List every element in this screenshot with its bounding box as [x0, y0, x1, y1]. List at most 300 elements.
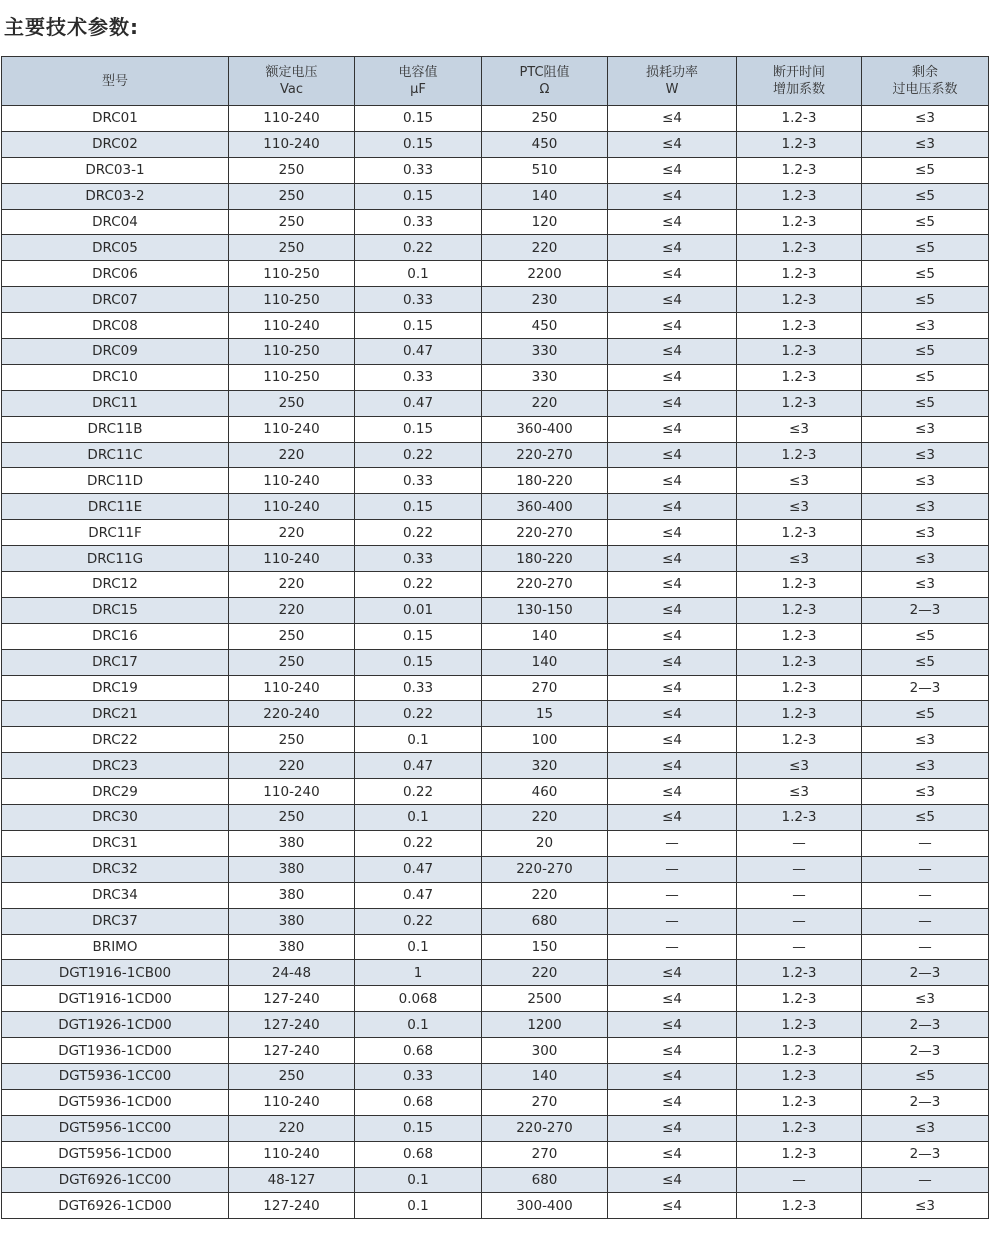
cell-break-time-factor: 1.2-3: [737, 1063, 862, 1089]
cell-residual-overvoltage-factor: ≤5: [862, 623, 989, 649]
cell-capacitance: 0.22: [355, 235, 482, 261]
cell-break-time-factor: 1.2-3: [737, 1038, 862, 1064]
cell-rated-voltage: 110-250: [229, 339, 355, 365]
cell-ptc-resistance: 2500: [482, 986, 608, 1012]
cell-rated-voltage: 110-240: [229, 468, 355, 494]
cell-ptc-resistance: 180-220: [482, 546, 608, 572]
cell-model: DRC11C: [2, 442, 229, 468]
cell-power-loss: ≤4: [608, 701, 737, 727]
cell-break-time-factor: —: [737, 882, 862, 908]
cell-ptc-resistance: 20: [482, 830, 608, 856]
cell-power-loss: ≤4: [608, 442, 737, 468]
cell-ptc-resistance: 510: [482, 157, 608, 183]
cell-break-time-factor: 1.2-3: [737, 1193, 862, 1219]
header-power-loss-line: 损耗功率: [645, 65, 698, 80]
cell-residual-overvoltage-factor: —: [862, 882, 989, 908]
cell-capacitance: 0.22: [355, 701, 482, 727]
cell-power-loss: ≤4: [608, 572, 737, 598]
cell-break-time-factor: 1.2-3: [737, 390, 862, 416]
cell-rated-voltage: 127-240: [229, 986, 355, 1012]
cell-model: DGT1916-1CD00: [2, 986, 229, 1012]
table-row: [2, 364, 989, 390]
cell-power-loss: ≤4: [608, 805, 737, 831]
cell-rated-voltage: 250: [229, 727, 355, 753]
cell-ptc-resistance: 140: [482, 1063, 608, 1089]
cell-break-time-factor: 1.2-3: [737, 287, 862, 313]
cell-model: DRC03-1: [2, 157, 229, 183]
table-row: [2, 261, 989, 287]
cell-rated-voltage: 380: [229, 908, 355, 934]
cell-model: DGT5956-1CD00: [2, 1141, 229, 1167]
cell-rated-voltage: 110-240: [229, 416, 355, 442]
cell-residual-overvoltage-factor: —: [862, 856, 989, 882]
cell-rated-voltage: 110-240: [229, 1141, 355, 1167]
cell-rated-voltage: 220: [229, 597, 355, 623]
table-row: [2, 468, 989, 494]
cell-residual-overvoltage-factor: ≤3: [862, 1115, 989, 1141]
header-residual-overvoltage-factor-line: 剩余: [911, 65, 938, 80]
cell-model: DRC11B: [2, 416, 229, 442]
cell-rated-voltage: 250: [229, 183, 355, 209]
cell-residual-overvoltage-factor: —: [862, 908, 989, 934]
cell-residual-overvoltage-factor: ≤3: [862, 468, 989, 494]
cell-capacitance: 0.47: [355, 882, 482, 908]
cell-model: DRC04: [2, 209, 229, 235]
table-row: [2, 830, 989, 856]
cell-ptc-resistance: 220: [482, 805, 608, 831]
cell-residual-overvoltage-factor: ≤5: [862, 339, 989, 365]
cell-ptc-resistance: 130-150: [482, 597, 608, 623]
cell-rated-voltage: 110-240: [229, 546, 355, 572]
cell-capacitance: 0.15: [355, 416, 482, 442]
table-row: [2, 753, 989, 779]
cell-model: DRC31: [2, 830, 229, 856]
cell-ptc-resistance: 220-270: [482, 856, 608, 882]
cell-capacitance: 0.22: [355, 520, 482, 546]
cell-model: DRC11: [2, 390, 229, 416]
table-row: [2, 157, 989, 183]
cell-residual-overvoltage-factor: ≤3: [862, 546, 989, 572]
cell-residual-overvoltage-factor: ≤5: [862, 183, 989, 209]
cell-power-loss: ≤4: [608, 287, 737, 313]
cell-ptc-resistance: 140: [482, 649, 608, 675]
cell-power-loss: ≤4: [608, 131, 737, 157]
cell-residual-overvoltage-factor: —: [862, 1167, 989, 1193]
cell-rated-voltage: 250: [229, 1063, 355, 1089]
cell-break-time-factor: ≤3: [737, 494, 862, 520]
cell-capacitance: 0.22: [355, 779, 482, 805]
cell-capacitance: 0.47: [355, 339, 482, 365]
cell-ptc-resistance: 450: [482, 313, 608, 339]
table-row: [2, 209, 989, 235]
cell-power-loss: ≤4: [608, 183, 737, 209]
cell-break-time-factor: 1.2-3: [737, 106, 862, 132]
header-rated-voltage-line: Vac: [280, 82, 303, 97]
cell-power-loss: ≤4: [608, 1063, 737, 1089]
cell-ptc-resistance: 120: [482, 209, 608, 235]
header-residual-overvoltage-factor-line: 过电压系数: [892, 82, 958, 97]
cell-break-time-factor: ≤3: [737, 779, 862, 805]
spec-table-body: [2, 106, 989, 1219]
cell-break-time-factor: 1.2-3: [737, 209, 862, 235]
cell-capacitance: 0.068: [355, 986, 482, 1012]
cell-rated-voltage: 110-250: [229, 287, 355, 313]
cell-residual-overvoltage-factor: ≤5: [862, 209, 989, 235]
cell-model: DRC02: [2, 131, 229, 157]
cell-capacitance: 0.15: [355, 623, 482, 649]
cell-break-time-factor: 1.2-3: [737, 1012, 862, 1038]
header-break-time-factor: [737, 57, 862, 106]
header-rated-voltage: [229, 57, 355, 106]
cell-break-time-factor: —: [737, 908, 862, 934]
cell-power-loss: —: [608, 856, 737, 882]
cell-ptc-resistance: 270: [482, 675, 608, 701]
cell-capacitance: 0.33: [355, 157, 482, 183]
cell-rated-voltage: 110-240: [229, 779, 355, 805]
cell-power-loss: ≤4: [608, 1038, 737, 1064]
cell-break-time-factor: 1.2-3: [737, 1089, 862, 1115]
cell-rated-voltage: 24-48: [229, 960, 355, 986]
header-row: [2, 57, 989, 106]
cell-rated-voltage: 250: [229, 805, 355, 831]
cell-model: DRC10: [2, 364, 229, 390]
cell-rated-voltage: 110-240: [229, 675, 355, 701]
cell-residual-overvoltage-factor: ≤5: [862, 1063, 989, 1089]
table-row: [2, 1012, 989, 1038]
cell-residual-overvoltage-factor: 2—3: [862, 1089, 989, 1115]
cell-ptc-resistance: 250: [482, 106, 608, 132]
cell-rated-voltage: 220: [229, 442, 355, 468]
cell-ptc-resistance: 2200: [482, 261, 608, 287]
cell-break-time-factor: ≤3: [737, 753, 862, 779]
cell-ptc-resistance: 270: [482, 1141, 608, 1167]
cell-ptc-resistance: 180-220: [482, 468, 608, 494]
header-ptc-resistance: [482, 57, 608, 106]
header-ptc-resistance-line: PTC阻值: [519, 65, 570, 80]
cell-power-loss: —: [608, 934, 737, 960]
cell-capacitance: 0.15: [355, 649, 482, 675]
cell-ptc-resistance: 100: [482, 727, 608, 753]
cell-model: DRC01: [2, 106, 229, 132]
cell-break-time-factor: —: [737, 934, 862, 960]
header-power-loss: [608, 57, 737, 106]
cell-residual-overvoltage-factor: —: [862, 934, 989, 960]
cell-ptc-resistance: 230: [482, 287, 608, 313]
cell-residual-overvoltage-factor: ≤5: [862, 261, 989, 287]
cell-power-loss: ≤4: [608, 209, 737, 235]
table-row: [2, 546, 989, 572]
cell-capacitance: 0.68: [355, 1089, 482, 1115]
cell-ptc-resistance: 300-400: [482, 1193, 608, 1219]
cell-capacitance: 0.1: [355, 1167, 482, 1193]
cell-residual-overvoltage-factor: ≤3: [862, 986, 989, 1012]
cell-rated-voltage: 110-240: [229, 131, 355, 157]
cell-rated-voltage: 110-240: [229, 494, 355, 520]
cell-rated-voltage: 127-240: [229, 1193, 355, 1219]
cell-break-time-factor: ≤3: [737, 416, 862, 442]
table-row: [2, 649, 989, 675]
cell-break-time-factor: 1.2-3: [737, 727, 862, 753]
cell-break-time-factor: 1.2-3: [737, 1141, 862, 1167]
cell-ptc-resistance: 1200: [482, 1012, 608, 1038]
cell-power-loss: ≤4: [608, 675, 737, 701]
cell-rated-voltage: 250: [229, 157, 355, 183]
table-row: [2, 779, 989, 805]
table-row: [2, 1193, 989, 1219]
cell-power-loss: ≤4: [608, 313, 737, 339]
cell-break-time-factor: 1.2-3: [737, 675, 862, 701]
cell-model: DRC11F: [2, 520, 229, 546]
cell-ptc-resistance: 220-270: [482, 520, 608, 546]
cell-rated-voltage: 48-127: [229, 1167, 355, 1193]
table-row: [2, 960, 989, 986]
cell-ptc-resistance: 460: [482, 779, 608, 805]
cell-residual-overvoltage-factor: ≤3: [862, 779, 989, 805]
cell-rated-voltage: 250: [229, 390, 355, 416]
table-row: [2, 287, 989, 313]
cell-power-loss: ≤4: [608, 390, 737, 416]
cell-break-time-factor: 1.2-3: [737, 986, 862, 1012]
cell-power-loss: ≤4: [608, 1012, 737, 1038]
table-row: [2, 339, 989, 365]
cell-power-loss: —: [608, 830, 737, 856]
header-break-time-factor-line: 增加系数: [772, 82, 825, 97]
cell-residual-overvoltage-factor: ≤5: [862, 364, 989, 390]
table-row: [2, 1038, 989, 1064]
cell-ptc-resistance: 140: [482, 183, 608, 209]
cell-model: DRC05: [2, 235, 229, 261]
cell-model: DRC11D: [2, 468, 229, 494]
header-rated-voltage-line: 额定电压: [265, 65, 318, 80]
table-row: [2, 986, 989, 1012]
cell-break-time-factor: 1.2-3: [737, 364, 862, 390]
cell-residual-overvoltage-factor: 2—3: [862, 1038, 989, 1064]
table-row: [2, 131, 989, 157]
cell-model: DGT1936-1CD00: [2, 1038, 229, 1064]
cell-residual-overvoltage-factor: 2—3: [862, 597, 989, 623]
cell-model: DGT6926-1CD00: [2, 1193, 229, 1219]
table-row: [2, 442, 989, 468]
page-title: 主要技术参数:: [4, 15, 139, 39]
header-residual-overvoltage-factor: [862, 57, 989, 106]
cell-model: DRC30: [2, 805, 229, 831]
header-model-line: 型号: [101, 73, 128, 89]
cell-break-time-factor: —: [737, 1167, 862, 1193]
cell-rated-voltage: 380: [229, 830, 355, 856]
cell-rated-voltage: 220: [229, 572, 355, 598]
cell-ptc-resistance: 220: [482, 235, 608, 261]
cell-break-time-factor: 1.2-3: [737, 520, 862, 546]
cell-rated-voltage: 380: [229, 882, 355, 908]
cell-model: DGT5956-1CC00: [2, 1115, 229, 1141]
cell-capacitance: 0.33: [355, 1063, 482, 1089]
cell-ptc-resistance: 320: [482, 753, 608, 779]
cell-capacitance: 0.47: [355, 390, 482, 416]
cell-residual-overvoltage-factor: ≤5: [862, 701, 989, 727]
cell-residual-overvoltage-factor: 2—3: [862, 960, 989, 986]
cell-break-time-factor: 1.2-3: [737, 313, 862, 339]
cell-break-time-factor: 1.2-3: [737, 701, 862, 727]
cell-residual-overvoltage-factor: ≤3: [862, 727, 989, 753]
cell-power-loss: ≤4: [608, 157, 737, 183]
cell-capacitance: 0.33: [355, 364, 482, 390]
cell-power-loss: —: [608, 882, 737, 908]
cell-model: DGT1926-1CD00: [2, 1012, 229, 1038]
table-row: [2, 908, 989, 934]
cell-capacitance: 0.1: [355, 934, 482, 960]
cell-ptc-resistance: 220-270: [482, 572, 608, 598]
cell-model: DRC23: [2, 753, 229, 779]
header-ptc-resistance-line: Ω: [539, 82, 550, 97]
cell-break-time-factor: —: [737, 830, 862, 856]
cell-model: DRC37: [2, 908, 229, 934]
cell-power-loss: ≤4: [608, 339, 737, 365]
table-row: [2, 805, 989, 831]
cell-power-loss: ≤4: [608, 416, 737, 442]
cell-break-time-factor: 1.2-3: [737, 235, 862, 261]
cell-capacitance: 0.33: [355, 468, 482, 494]
cell-power-loss: ≤4: [608, 1193, 737, 1219]
cell-model: DRC03-2: [2, 183, 229, 209]
table-row: [2, 1089, 989, 1115]
table-row: [2, 623, 989, 649]
cell-ptc-resistance: 15: [482, 701, 608, 727]
cell-model: DRC12: [2, 572, 229, 598]
cell-rated-voltage: 110-240: [229, 106, 355, 132]
cell-residual-overvoltage-factor: ≤3: [862, 416, 989, 442]
cell-ptc-resistance: 680: [482, 908, 608, 934]
cell-capacitance: 0.33: [355, 675, 482, 701]
cell-break-time-factor: 1.2-3: [737, 805, 862, 831]
cell-power-loss: ≤4: [608, 1141, 737, 1167]
cell-capacitance: 0.22: [355, 572, 482, 598]
cell-ptc-resistance: 140: [482, 623, 608, 649]
cell-model: DGT5936-1CC00: [2, 1063, 229, 1089]
cell-capacitance: 0.33: [355, 209, 482, 235]
cell-capacitance: 0.15: [355, 494, 482, 520]
cell-model: DRC34: [2, 882, 229, 908]
table-row: [2, 597, 989, 623]
cell-model: DRC11G: [2, 546, 229, 572]
cell-power-loss: ≤4: [608, 235, 737, 261]
cell-rated-voltage: 220: [229, 753, 355, 779]
cell-power-loss: ≤4: [608, 753, 737, 779]
cell-capacitance: 0.15: [355, 131, 482, 157]
table-row: [2, 572, 989, 598]
cell-break-time-factor: 1.2-3: [737, 572, 862, 598]
table-row: [2, 1167, 989, 1193]
spec-table: [1, 56, 989, 1219]
cell-ptc-resistance: 330: [482, 339, 608, 365]
cell-power-loss: ≤4: [608, 986, 737, 1012]
cell-residual-overvoltage-factor: ≤5: [862, 805, 989, 831]
cell-model: DRC22: [2, 727, 229, 753]
cell-capacitance: 1: [355, 960, 482, 986]
cell-break-time-factor: ≤3: [737, 468, 862, 494]
cell-capacitance: 0.1: [355, 727, 482, 753]
cell-capacitance: 0.1: [355, 1193, 482, 1219]
cell-model: DGT1916-1CB00: [2, 960, 229, 986]
cell-break-time-factor: 1.2-3: [737, 261, 862, 287]
cell-residual-overvoltage-factor: ≤3: [862, 1193, 989, 1219]
cell-capacitance: 0.1: [355, 1012, 482, 1038]
cell-break-time-factor: 1.2-3: [737, 183, 862, 209]
cell-model: DRC16: [2, 623, 229, 649]
cell-rated-voltage: 250: [229, 209, 355, 235]
cell-ptc-resistance: 220-270: [482, 442, 608, 468]
cell-power-loss: ≤4: [608, 727, 737, 753]
header-capacitance: [355, 57, 482, 106]
cell-rated-voltage: 220: [229, 520, 355, 546]
table-row: [2, 1115, 989, 1141]
cell-residual-overvoltage-factor: ≤5: [862, 235, 989, 261]
cell-capacitance: 0.33: [355, 287, 482, 313]
cell-residual-overvoltage-factor: ≤3: [862, 131, 989, 157]
cell-ptc-resistance: 300: [482, 1038, 608, 1064]
cell-rated-voltage: 110-250: [229, 364, 355, 390]
cell-break-time-factor: 1.2-3: [737, 597, 862, 623]
cell-rated-voltage: 127-240: [229, 1038, 355, 1064]
cell-power-loss: ≤4: [608, 494, 737, 520]
cell-break-time-factor: 1.2-3: [737, 960, 862, 986]
header-model: [2, 57, 229, 106]
cell-model: DRC09: [2, 339, 229, 365]
table-row: [2, 235, 989, 261]
cell-power-loss: ≤4: [608, 546, 737, 572]
cell-residual-overvoltage-factor: ≤3: [862, 313, 989, 339]
header-capacitance-line: 电容值: [398, 65, 438, 80]
cell-model: DGT5936-1CD00: [2, 1089, 229, 1115]
cell-residual-overvoltage-factor: —: [862, 830, 989, 856]
cell-ptc-resistance: 360-400: [482, 494, 608, 520]
cell-ptc-resistance: 150: [482, 934, 608, 960]
cell-capacitance: 0.15: [355, 183, 482, 209]
cell-capacitance: 0.15: [355, 1115, 482, 1141]
table-row: [2, 106, 989, 132]
cell-capacitance: 0.1: [355, 261, 482, 287]
cell-capacitance: 0.15: [355, 106, 482, 132]
spec-table-header: [2, 57, 989, 106]
cell-ptc-resistance: 220: [482, 960, 608, 986]
cell-power-loss: ≤4: [608, 1115, 737, 1141]
table-row: [2, 494, 989, 520]
cell-rated-voltage: 380: [229, 934, 355, 960]
cell-capacitance: 0.33: [355, 546, 482, 572]
cell-rated-voltage: 110-240: [229, 313, 355, 339]
cell-ptc-resistance: 450: [482, 131, 608, 157]
cell-power-loss: ≤4: [608, 106, 737, 132]
cell-capacitance: 0.22: [355, 908, 482, 934]
cell-break-time-factor: 1.2-3: [737, 339, 862, 365]
table-row: [2, 520, 989, 546]
cell-capacitance: 0.15: [355, 313, 482, 339]
header-power-loss-line: W: [665, 82, 679, 97]
cell-rated-voltage: 110-240: [229, 1089, 355, 1115]
cell-power-loss: ≤4: [608, 468, 737, 494]
cell-break-time-factor: 1.2-3: [737, 623, 862, 649]
cell-power-loss: ≤4: [608, 597, 737, 623]
cell-capacitance: 0.68: [355, 1141, 482, 1167]
cell-power-loss: ≤4: [608, 364, 737, 390]
table-row: [2, 313, 989, 339]
table-row: [2, 856, 989, 882]
cell-residual-overvoltage-factor: ≤3: [862, 753, 989, 779]
cell-residual-overvoltage-factor: ≤5: [862, 649, 989, 675]
cell-capacitance: 0.22: [355, 830, 482, 856]
cell-residual-overvoltage-factor: ≤3: [862, 520, 989, 546]
cell-rated-voltage: 127-240: [229, 1012, 355, 1038]
table-row: [2, 1141, 989, 1167]
